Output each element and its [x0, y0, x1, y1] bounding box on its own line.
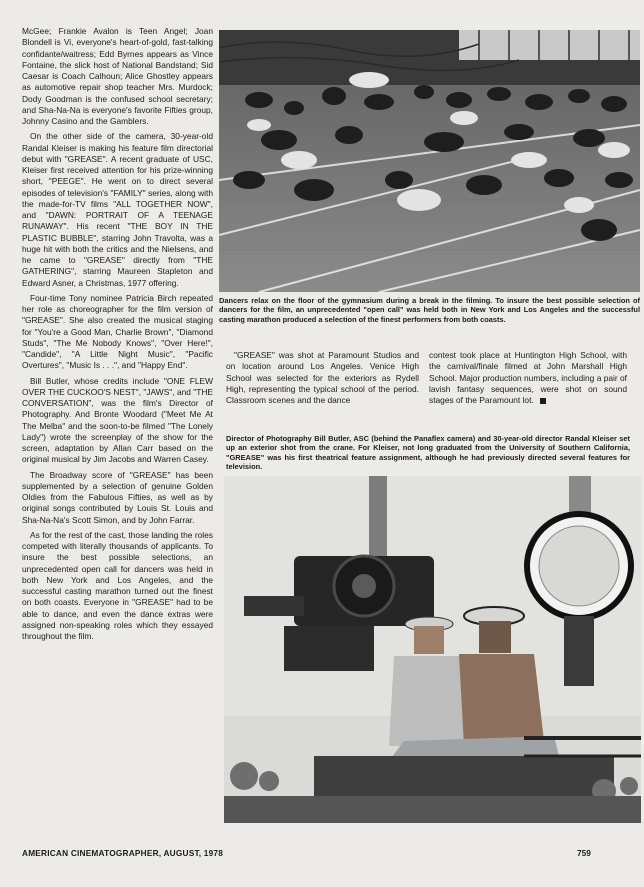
paragraph: Bill Butler, whose credits include "ONE FLEW OVER THE CUCKOO'S NEST", "JAWS", and "THE CONVERSATION", was the film's Director of Photography. And Bronte Woodard ("Meet Me At The Melba" and the soon-to-be filmed "The Lonely Lady") wrote the screenplay of the show for the screen, adaptation by Allan Carr based on the original musical by Jim Jacobs and Warren Casey.: [22, 375, 213, 465]
page-number: 759: [577, 848, 591, 858]
photo-caption: Director of Photography Bill Butler, ASC (behind the Panaflex camera) and 30-year-old director Randal Kleiser set up an exterior shot from the crane. For Kleiser, not long graduated from the University of Southern California, "GREASE" was his first theatrical feature assignment, although he had previously directed several features for television.: [226, 434, 630, 472]
middle-text-column: [429, 350, 627, 406]
paragraph: Four-time Tony nominee Patricia Birch repeated her role as choreographer for the film version of "GREASE". She also created the musical staging for "You're a Good Man, Charlie Brown", "Diamond Studs", "The Me Nobody Knows", "Over Here!", "Candide", "A Little Night Music", "Pacific Overtures", "Music Is . . .", and "Happy End".: [22, 292, 213, 371]
camera-crane-photo: [224, 476, 641, 823]
paragraph: As for the rest of the cast, those landing the roles competed with literally thousands of applicants. To insure the best possible selections, an unprecedented open call for dancers was held in both New York and Los Angeles, and the successful casting marathon turned out the finest on both coasts. Everyone in "GREASE" had to be able to dance, and even the dance extras were assigned non-speaking roles which they essayed throughout the film.: [22, 529, 213, 641]
gymnasium-dancers-photo: [219, 30, 640, 292]
middle-text-column: [226, 350, 419, 406]
left-text-column: [22, 26, 213, 646]
paragraph: contest took place at Huntington High School, with the carnival/finale filmed at John Marshall High School. Major production numbers, including a pair of lavish fantasy sequences, were shot on sound stages of the Paramount lot.: [429, 350, 627, 405]
photo-caption: Dancers relax on the floor of the gymnasium during a break in the filming. To insure the best possible selection of dancers for the film, an unprecedented "open call" was held both in New York and Los Angeles and the successful casting marathon produced a selection of the finest performers from both coasts.: [219, 296, 640, 324]
publication-footer: AMERICAN CINEMATOGRAPHER, AUGUST, 1978: [22, 848, 224, 858]
paragraph: On the other side of the camera, 30-year-old Randal Kleiser is making his feature film directorial debut with "GREASE". A recent graduate of USC, Kleiser first received attention for his prize-winning short, "PEEGE". He went on to direct several episodes of television's "FAMILY" series, along with the made-for-TV films "ALL TOGETHER NOW", and "DAWN: PORTRAIT OF A TEENAGE RUNAWAY". His recent "THE BOY IN THE PLASTIC BUBBLE", starring John Travolta, was a huge hit with both the critics and the Nielsens, and he came to "GREASE" directly from "THE GATHERING", starring Maureen Stapleton and Edward Asner, a Christmas, 1977 offering.: [22, 131, 213, 288]
paragraph: McGee; Frankie Avalon is Teen Angel; Joan Blondell is Vi, everyone's heart-of-gold, fast-talking confidante/waitress; Edd Byrnes appears as Vince Fontaine, the slick host of National Bandstand; Sid Caesar is Coach Calhoun; Alice Ghostley appears as automotive repair shop teacher Mrs. Murdock; Dody Goodman is the confused school secretary; and Sha-Na-Na is everyone's favorite Fifties group, Johnny Casino and the Gamblers.: [22, 26, 213, 126]
end-of-article-mark: [540, 398, 546, 404]
paragraph: "GREASE" was shot at Paramount Studios and on location around Los Angeles. Venice High School was selected for the exteriors as Rydell High, representing the typical school of the period. Classroom scenes and the dance: [226, 350, 419, 405]
paragraph: The Broadway score of "GREASE" has been supplemented by a selection of genuine Golden Oldies from the Fabulous Fifties, as well as by original songs contributed by Louis St. Louis and Sha-Na-Na's Scott Simon, and by John Farrar.: [22, 469, 213, 525]
